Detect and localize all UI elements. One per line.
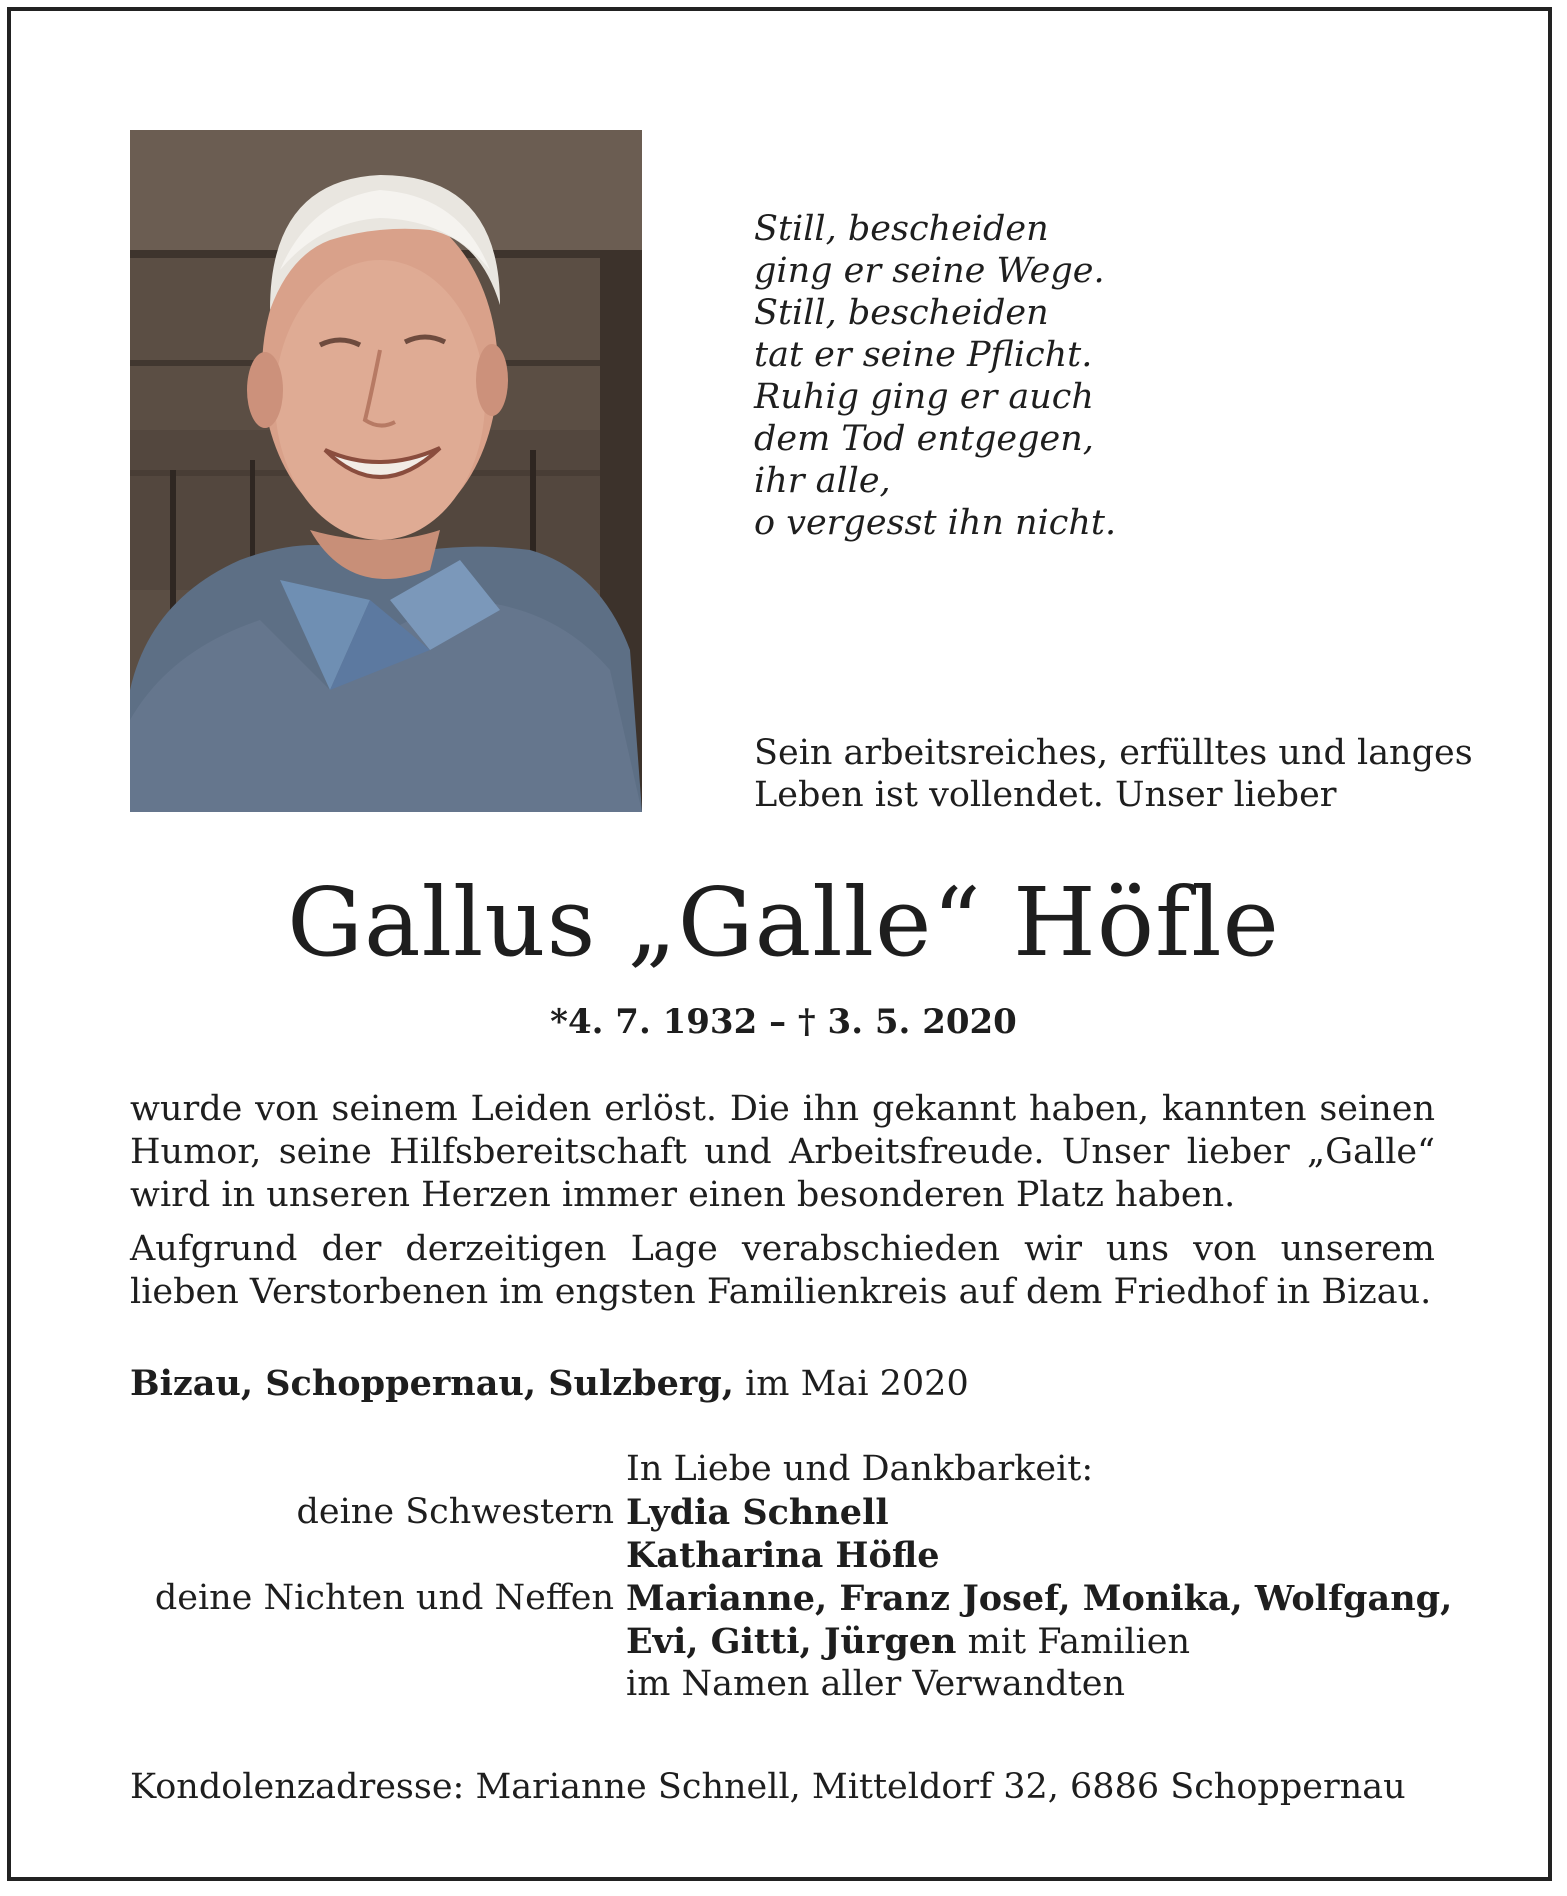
sisters-label: deine Schwestern — [296, 1492, 614, 1532]
mourners-block — [0, 1448, 1567, 1706]
intro-line: Leben ist vollendet. Unser lieber — [754, 775, 1337, 815]
poem-line: Still, bescheiden — [754, 293, 1049, 333]
signoff-heading: In Liebe und Dankbarkeit: — [626, 1449, 1094, 1489]
condolence-address: Kondolenzadresse: Marianne Schnell, Mitteldorf 32, 6886 Schoppernau — [130, 1767, 1406, 1807]
poem-line: o vergesst ihn nicht. — [754, 503, 1117, 543]
poem-line: Ruhig ging er auch — [754, 377, 1094, 417]
nieces-nephews-label: deine Nichten und Neffen — [154, 1578, 614, 1618]
intro-text — [754, 732, 1473, 816]
place-date-line — [130, 1362, 969, 1406]
intro-line: Sein arbeitsreiches, erfülltes und langes — [754, 733, 1473, 773]
portrait-photo — [130, 130, 642, 812]
memorial-poem — [754, 208, 1116, 544]
deceased-name: Gallus „Galle“ Höfle — [287, 868, 1280, 978]
families-note: mit Familien — [967, 1622, 1191, 1662]
body-paragraph: Aufgrund der derzeitigen Lage verabschieden wir uns von unserem lieben Verstorbenen im engsten Familienkreis auf dem Friedhof in Bizau. — [130, 1229, 1435, 1312]
life-dates: *4. 7. 1932 – † 3. 5. 2020 — [550, 1002, 1017, 1042]
mourner-name: Katharina Höfle — [626, 1535, 940, 1576]
mourner-names: Marianne, Franz Josef, Monika, Wolfgang, — [626, 1578, 1453, 1619]
poem-line: tat er seine Pflicht. — [754, 335, 1093, 375]
mourner-name: Lydia Schnell — [626, 1492, 889, 1533]
relatives-note: im Namen aller Verwandten — [626, 1664, 1125, 1704]
poem-line: dem Tod entgegen, — [754, 419, 1094, 459]
body-paragraph: wurde von seinem Leiden erlöst. Die ihn gekannt haben, kannten seinen Humor, seine Hilfsbereitschaft und Arbeitsfreude. Unser lieber „Galle“ wird in unseren Herzen immer einen besonderen Platz haben. — [130, 1089, 1435, 1215]
poem-line: Still, bescheiden — [754, 209, 1049, 249]
month-year: im Mai 2020 — [745, 1364, 969, 1404]
towns: Bizau, Schoppernau, Sulzberg, — [130, 1363, 734, 1404]
poem-line: ihr alle, — [754, 461, 891, 501]
poem-line: ging er seine Wege. — [754, 251, 1105, 291]
mourner-names: Evi, Gitti, Jürgen — [626, 1621, 957, 1662]
